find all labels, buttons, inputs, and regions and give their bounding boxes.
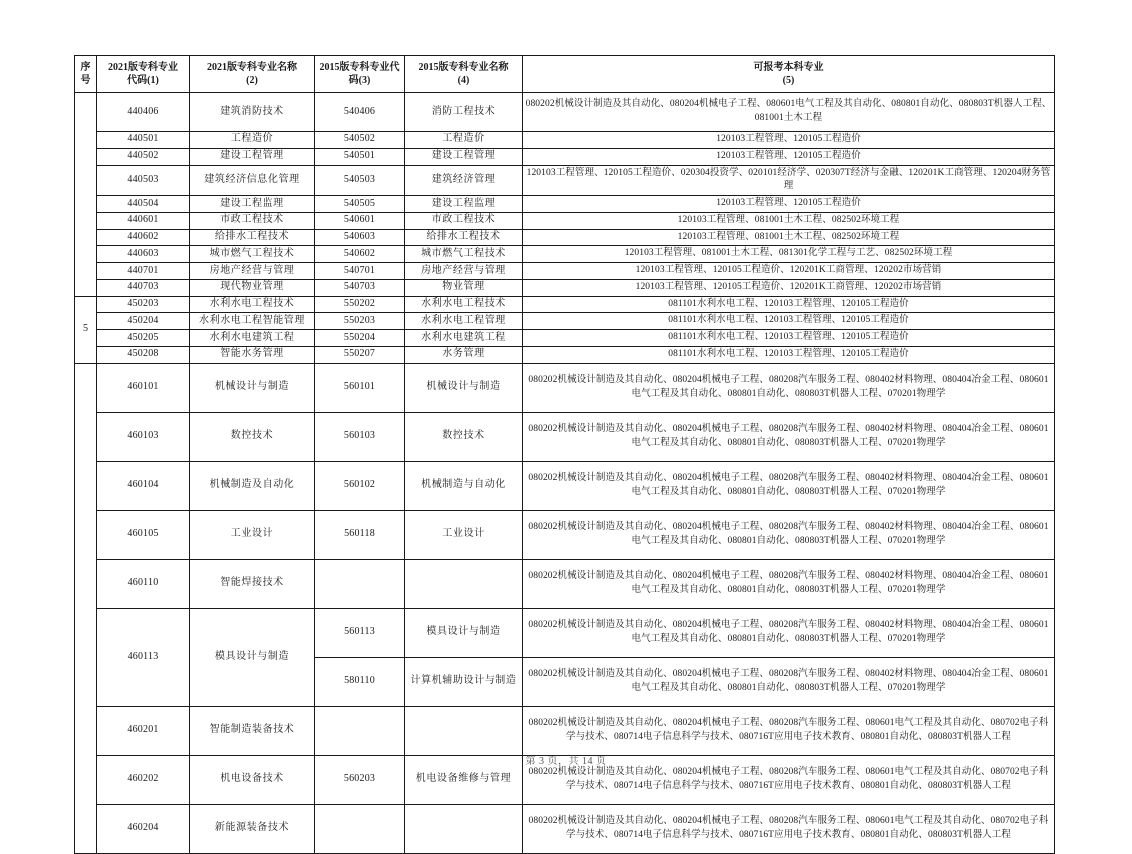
cell-code-2015: 540501 bbox=[315, 148, 405, 165]
cell-name-2021: 智能水务管理 bbox=[190, 346, 315, 363]
cell-name-2015: 建设工程管理 bbox=[405, 148, 523, 165]
cell-code-2015: 560203 bbox=[315, 755, 405, 804]
cell-name-2021: 建筑经济信息化管理 bbox=[190, 165, 315, 196]
cell-code-2021: 450204 bbox=[97, 313, 190, 330]
cell-code-2021: 460101 bbox=[97, 363, 190, 412]
cell-code-2021: 440602 bbox=[97, 229, 190, 246]
cell-name-2015: 水利水电建筑工程 bbox=[405, 330, 523, 347]
cell-code-2015: 540406 bbox=[315, 93, 405, 132]
cell-name-2015: 模具设计与制造 bbox=[405, 608, 523, 657]
header-line: 序号 bbox=[80, 62, 91, 86]
cell-code-2015: 550204 bbox=[315, 330, 405, 347]
cell-code-2015: 560103 bbox=[315, 412, 405, 461]
cell-code-2021: 460110 bbox=[97, 559, 190, 608]
cell-eligible-majors: 080202机械设计制造及其自动化、080204机械电子工程、080208汽车服务工程、080402材料物理、080404冶金工程、080601电气工程及其自动化、080801自动化、080803T机器人工程、070201物理学 bbox=[523, 412, 1055, 461]
cell-sequence-number bbox=[75, 363, 97, 853]
header-line-1: 2015版专科专业代 bbox=[319, 62, 400, 73]
cell-eligible-majors: 081101水利水电工程、120103工程管理、120105工程造价 bbox=[523, 330, 1055, 347]
table-row bbox=[75, 246, 1055, 263]
cell-code-2015: 540502 bbox=[315, 132, 405, 149]
table-row bbox=[75, 212, 1055, 229]
cell-eligible-majors: 081101水利水电工程、120103工程管理、120105工程造价 bbox=[523, 346, 1055, 363]
header-line-2: 码(3) bbox=[348, 75, 371, 86]
header-line-2: (4) bbox=[457, 75, 470, 86]
cell-code-2015: 560118 bbox=[315, 510, 405, 559]
header-line-1: 2021版专科专业 bbox=[108, 62, 178, 73]
table-row bbox=[75, 330, 1055, 347]
cell-name-2021: 给排水工程技术 bbox=[190, 229, 315, 246]
table-row bbox=[75, 706, 1055, 755]
cell-name-2021: 水利水电工程技术 bbox=[190, 296, 315, 313]
column-header-seq bbox=[75, 56, 97, 93]
table-row bbox=[75, 461, 1055, 510]
cell-name-2015: 工程造价 bbox=[405, 132, 523, 149]
cell-code-2015: 550203 bbox=[315, 313, 405, 330]
table-row bbox=[75, 608, 1055, 657]
cell-code-2021: 450203 bbox=[97, 296, 190, 313]
page-footer: 第 3 页，共 14 页 bbox=[525, 756, 607, 767]
cell-code-2015: 540601 bbox=[315, 212, 405, 229]
cell-name-2021: 水利水电工程智能管理 bbox=[190, 313, 315, 330]
cell-name-2015: 机电设备维修与管理 bbox=[405, 755, 523, 804]
cell-code-2015: 540701 bbox=[315, 263, 405, 280]
cell-eligible-majors: 120103工程管理、120105工程造价、120201K工商管理、120202市场营销 bbox=[523, 279, 1055, 296]
cell-name-2015: 机械设计与制造 bbox=[405, 363, 523, 412]
cell-eligible-majors: 080202机械设计制造及其自动化、080204机械电子工程、080208汽车服务工程、080402材料物理、080404冶金工程、080601电气工程及其自动化、080801自动化、080803T机器人工程、070201物理学 bbox=[523, 363, 1055, 412]
cell-name-2015: 建筑经济管理 bbox=[405, 165, 523, 196]
table-row bbox=[75, 313, 1055, 330]
cell-code-2015: 560113 bbox=[315, 608, 405, 657]
table-row bbox=[75, 196, 1055, 213]
header-line-1: 可报考本科专业 bbox=[753, 62, 824, 73]
cell-name-2021: 工程造价 bbox=[190, 132, 315, 149]
table-head bbox=[75, 56, 1055, 93]
cell-code-2015: 540602 bbox=[315, 246, 405, 263]
header-line-2: 代码(1) bbox=[127, 75, 159, 86]
header-line-2: (2) bbox=[246, 75, 258, 86]
column-header-name-2021 bbox=[190, 56, 315, 93]
table-row bbox=[75, 148, 1055, 165]
cell-name-2015: 工业设计 bbox=[405, 510, 523, 559]
cell-code-2021: 440701 bbox=[97, 263, 190, 280]
cell-code-2015 bbox=[315, 804, 405, 853]
cell-code-2015: 540503 bbox=[315, 165, 405, 196]
cell-name-2021: 建设工程管理 bbox=[190, 148, 315, 165]
cell-code-2021: 440502 bbox=[97, 148, 190, 165]
cell-code-2021: 440406 bbox=[97, 93, 190, 132]
table-row bbox=[75, 559, 1055, 608]
cell-code-2015: 560101 bbox=[315, 363, 405, 412]
cell-name-2015: 消防工程技术 bbox=[405, 93, 523, 132]
cell-sequence-number bbox=[75, 93, 97, 297]
table-row bbox=[75, 510, 1055, 559]
cell-code-2021: 460103 bbox=[97, 412, 190, 461]
cell-code-2021: 440603 bbox=[97, 246, 190, 263]
cell-name-2015: 水利水电工程技术 bbox=[405, 296, 523, 313]
cell-code-2021: 460201 bbox=[97, 706, 190, 755]
cell-name-2021: 城市燃气工程技术 bbox=[190, 246, 315, 263]
cell-name-2015: 房地产经营与管理 bbox=[405, 263, 523, 280]
table-row bbox=[75, 279, 1055, 296]
column-header-code-2021 bbox=[97, 56, 190, 93]
cell-name-2021: 机械设计与制造 bbox=[190, 363, 315, 412]
cell-eligible-majors: 080202机械设计制造及其自动化、080204机械电子工程、080208汽车服务工程、080601电气工程及其自动化、080702电子科学与技术、080714电子信息科学与技术、080716T应用电子技术教育、080801自动化、080803T机器人工程 bbox=[523, 755, 1055, 804]
header-line-1: 2015版专科专业名称 bbox=[418, 62, 509, 73]
cell-code-2015: 540603 bbox=[315, 229, 405, 246]
cell-sequence-number: 5 bbox=[75, 296, 97, 363]
column-header-eligible-majors bbox=[523, 56, 1055, 93]
cell-eligible-majors: 080202机械设计制造及其自动化、080204机械电子工程、080208汽车服务工程、080402材料物理、080404冶金工程、080601电气工程及其自动化、080801自动化、080803T机器人工程、070201物理学 bbox=[523, 461, 1055, 510]
cell-name-2021: 机械制造及自动化 bbox=[190, 461, 315, 510]
cell-eligible-majors: 081101水利水电工程、120103工程管理、120105工程造价 bbox=[523, 296, 1055, 313]
cell-code-2015 bbox=[315, 706, 405, 755]
cell-name-2021: 数控技术 bbox=[190, 412, 315, 461]
cell-eligible-majors: 120103工程管理、081001土木工程、082502环境工程 bbox=[523, 212, 1055, 229]
cell-name-2015: 给排水工程技术 bbox=[405, 229, 523, 246]
cell-name-2021: 现代物业管理 bbox=[190, 279, 315, 296]
cell-eligible-majors: 120103工程管理、120105工程造价 bbox=[523, 196, 1055, 213]
table-row bbox=[75, 296, 1055, 313]
cell-name-2015: 机械制造与自动化 bbox=[405, 461, 523, 510]
cell-eligible-majors: 120103工程管理、120105工程造价、020304投资学、020101经济学、020307T经济与金融、120201K工商管理、120204财务管理 bbox=[523, 165, 1055, 196]
cell-name-2021: 机电设备技术 bbox=[190, 755, 315, 804]
cell-name-2015: 建设工程监理 bbox=[405, 196, 523, 213]
cell-name-2015: 数控技术 bbox=[405, 412, 523, 461]
cell-code-2021: 440703 bbox=[97, 279, 190, 296]
cell-name-2021: 建筑消防技术 bbox=[190, 93, 315, 132]
cell-code-2021: 460204 bbox=[97, 804, 190, 853]
cell-eligible-majors: 120103工程管理、081001土木工程、081301化学工程与工艺、082502环境工程 bbox=[523, 246, 1055, 263]
cell-eligible-majors: 120103工程管理、120105工程造价 bbox=[523, 148, 1055, 165]
cell-name-2021: 模具设计与制造 bbox=[190, 608, 315, 706]
cell-code-2021: 460113 bbox=[97, 608, 190, 706]
cell-name-2015: 物业管理 bbox=[405, 279, 523, 296]
table-row bbox=[75, 804, 1055, 853]
header-line-1: 2021版专科专业名称 bbox=[207, 62, 297, 73]
cell-name-2015 bbox=[405, 559, 523, 608]
cell-code-2015: 540703 bbox=[315, 279, 405, 296]
cell-name-2021: 工业设计 bbox=[190, 510, 315, 559]
table-header-row bbox=[75, 56, 1055, 93]
major-mapping-table-wrapper bbox=[74, 55, 1054, 854]
cell-eligible-majors: 080202机械设计制造及其自动化、080204机械电子工程、080208汽车服务工程、080601电气工程及其自动化、080702电子科学与技术、080714电子信息科学与技术、080716T应用电子技术教育、080801自动化、080803T机器人工程 bbox=[523, 706, 1055, 755]
cell-eligible-majors: 080202机械设计制造及其自动化、080204机械电子工程、080208汽车服务工程、080402材料物理、080404冶金工程、080601电气工程及其自动化、080801自动化、080803T机器人工程、070201物理学 bbox=[523, 559, 1055, 608]
cell-code-2021: 440504 bbox=[97, 196, 190, 213]
cell-name-2021: 房地产经营与管理 bbox=[190, 263, 315, 280]
cell-code-2021: 440601 bbox=[97, 212, 190, 229]
table-row bbox=[75, 93, 1055, 132]
cell-code-2015 bbox=[315, 559, 405, 608]
cell-name-2015 bbox=[405, 804, 523, 853]
table-row bbox=[75, 132, 1055, 149]
cell-name-2015: 市政工程技术 bbox=[405, 212, 523, 229]
column-header-name-2015 bbox=[405, 56, 523, 93]
cell-name-2015: 城市燃气工程技术 bbox=[405, 246, 523, 263]
cell-code-2021: 460202 bbox=[97, 755, 190, 804]
table-row bbox=[75, 346, 1055, 363]
major-mapping-table bbox=[74, 55, 1055, 854]
cell-eligible-majors: 081101水利水电工程、120103工程管理、120105工程造价 bbox=[523, 313, 1055, 330]
header-line-2: (5) bbox=[782, 75, 795, 86]
cell-eligible-majors: 080202机械设计制造及其自动化、080204机械电子工程、080208汽车服务工程、080402材料物理、080404冶金工程、080601电气工程及其自动化、080801自动化、080803T机器人工程、070201物理学 bbox=[523, 510, 1055, 559]
cell-eligible-majors: 120103工程管理、120105工程造价 bbox=[523, 132, 1055, 149]
cell-name-2015: 水务管理 bbox=[405, 346, 523, 363]
table-row bbox=[75, 263, 1055, 280]
cell-code-2015: 550207 bbox=[315, 346, 405, 363]
table-body bbox=[75, 93, 1055, 854]
cell-eligible-majors: 120103工程管理、081001土木工程、082502环境工程 bbox=[523, 229, 1055, 246]
cell-code-2015: 550202 bbox=[315, 296, 405, 313]
cell-name-2015: 水利水电工程管理 bbox=[405, 313, 523, 330]
cell-eligible-majors: 080202机械设计制造及其自动化、080204机械电子工程、080208汽车服务工程、080402材料物理、080404冶金工程、080601电气工程及其自动化、080801自动化、080803T机器人工程、070201物理学 bbox=[523, 657, 1055, 706]
table-row bbox=[75, 229, 1055, 246]
cell-eligible-majors: 080202机械设计制造及其自动化、080204机械电子工程、080208汽车服务工程、080601电气工程及其自动化、080702电子科学与技术、080714电子信息科学与技术、080716T应用电子技术教育、080801自动化、080803T机器人工程 bbox=[523, 804, 1055, 853]
cell-name-2015: 计算机辅助设计与制造 bbox=[405, 657, 523, 706]
cell-name-2015 bbox=[405, 706, 523, 755]
cell-name-2021: 智能制造装备技术 bbox=[190, 706, 315, 755]
cell-name-2021: 市政工程技术 bbox=[190, 212, 315, 229]
cell-code-2021: 460104 bbox=[97, 461, 190, 510]
table-row bbox=[75, 363, 1055, 412]
cell-name-2021: 水利水电建筑工程 bbox=[190, 330, 315, 347]
cell-code-2021: 440501 bbox=[97, 132, 190, 149]
cell-name-2021: 建设工程监理 bbox=[190, 196, 315, 213]
cell-code-2015: 580110 bbox=[315, 657, 405, 706]
cell-name-2021: 智能焊接技术 bbox=[190, 559, 315, 608]
cell-eligible-majors: 080202机械设计制造及其自动化、080204机械电子工程、080601电气工程及其自动化、080801自动化、080803T机器人工程、081001土木工程 bbox=[523, 93, 1055, 132]
cell-code-2021: 440503 bbox=[97, 165, 190, 196]
column-header-code-2015 bbox=[315, 56, 405, 93]
cell-code-2021: 460105 bbox=[97, 510, 190, 559]
cell-name-2021: 新能源装备技术 bbox=[190, 804, 315, 853]
cell-code-2015: 560102 bbox=[315, 461, 405, 510]
table-row bbox=[75, 165, 1055, 196]
cell-code-2021: 450208 bbox=[97, 346, 190, 363]
cell-code-2015: 540505 bbox=[315, 196, 405, 213]
table-row bbox=[75, 412, 1055, 461]
cell-eligible-majors: 080202机械设计制造及其自动化、080204机械电子工程、080208汽车服务工程、080402材料物理、080404冶金工程、080601电气工程及其自动化、080801自动化、080803T机器人工程、070201物理学 bbox=[523, 608, 1055, 657]
cell-eligible-majors: 120103工程管理、120105工程造价、120201K工商管理、120202市场营销 bbox=[523, 263, 1055, 280]
cell-code-2021: 450205 bbox=[97, 330, 190, 347]
